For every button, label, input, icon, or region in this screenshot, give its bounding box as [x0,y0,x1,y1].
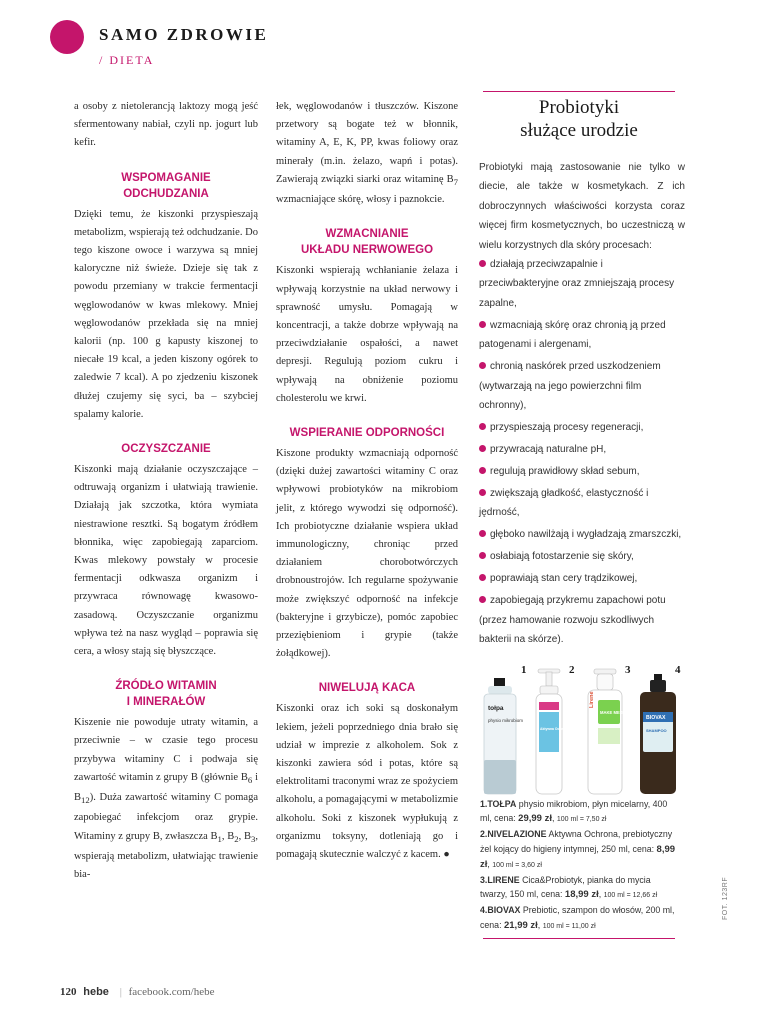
list-item-text: przyspieszają procesy regeneracji, [490,422,644,434]
list-item [479,462,685,481]
product-3-name-text: MAKE ME SOFT [600,710,633,715]
product-caption: 2.NIVELAZIONE Aktywna Ochrona, prebiotyczny żel kojący do higieny intymnej, 250 ml, cena: 8,99 zł, 100 ml = 3,60 zł [480,829,676,870]
caption-desc: Prebiotic, szampon do włosów, 200 ml, cena: [480,905,675,930]
text-run: , B [238,830,251,842]
bullet-icon [479,445,486,452]
heading-immunity: WSPIERANIE ODPORNOŚCI [289,426,445,439]
list-item [479,547,685,566]
list-item-text: działają przeciwzapalnie i przeciwbakteryjne oraz zmniejszają procesy zapalne, [479,259,675,309]
caption-price: 8,99 zł [480,843,676,870]
product-1-brand-text: tołpa [488,705,504,712]
list-item [479,591,685,649]
caption-brand: LIRENE [487,875,520,886]
heading-line: WZMACNIANIE [325,228,409,241]
list-item-text: głęboko nawilżają i wygładzają zmarszczki, [490,529,682,541]
list-item-text: przywracają naturalne pH, [490,444,607,456]
product-caption: 3.LIRENE Cica&Probiotyk, pianka do mycia twarzy, 150 ml, cena: 18,99 zł, 100 ml = 12,66 zł [480,875,658,901]
product-caption: 4.BIOVAX Prebiotic, szampon do włosów, 200 ml, cena: 21,99 zł, 100 ml = 11,00 zł [480,905,675,931]
product-1-name-text: physio mikrobiom [488,718,524,723]
benefits-list [479,255,685,650]
list-item [479,569,685,588]
list-item [479,418,685,437]
sidebar-title-line: służące urodzie [520,120,638,141]
caption-unit-price: 100 ml = 7,50 zł [556,816,607,824]
product-4-brand-text: BIOVAX [646,715,666,721]
caption-brand: NIVELAZIONE [487,829,547,840]
product-photos [480,660,680,795]
magazine-logo: hebe [83,986,109,998]
heading-vitamins [74,678,258,710]
caption-brand: TOŁPA [487,799,517,809]
product-caption: 1.TOŁPA physio mikrobiom, płyn micelarny, 400 ml, cena: 29,99 zł, 100 ml = 7,50 zł [480,799,668,825]
product-2-bottle [536,669,569,794]
heading-line: ODCHUDZANIA [123,187,209,200]
product-4-name-text: SHAMPOO [646,728,667,733]
product-3-brand-text: Lirene [589,691,595,708]
section-title: SAMO ZDROWIE [99,25,269,44]
list-item [479,357,685,415]
heading-nervous-system [276,226,458,258]
caption-price: 21,99 zł [503,919,538,931]
list-item-text: regulują prawidłowy skład sebum, [490,466,640,478]
text-run: , wspierają metabolizm, ułatwiając trawienie bia- [74,830,258,881]
bullet-icon [479,530,486,537]
sidebar-bottom-rule [483,938,675,939]
text-run: wzmacniające skórę, włosy i paznokcie. [276,194,445,206]
bullet-icon [479,362,486,369]
paragraph-hangover [276,700,458,864]
product-1-bottle [484,678,523,794]
product-4-bottle [640,674,676,794]
caption-unit-price: 100 ml = 3,60 zł [492,861,542,869]
paragraph-nervous-system: Kiszonki wspierają wchłanianie żelaza i wpływają korzystnie na układ nerwowy i sprawność umysłu. Pomagają w koncentracji, a także dobrze wpływają na przeciwdziałanie ospałości, a nawet depresji. Regulują poziom cukru i wpływają na obniżenie poziomu cholesterolu we krwi. [276,265,458,404]
sidebar-title [483,96,675,142]
list-item-text: osłabiają fotostarzenie się skóry, [490,551,634,563]
bullet-icon [479,423,486,430]
heading-line: UKŁADU NERWOWEGO [300,244,434,257]
subscript: 7 [453,176,458,187]
heading-weight-loss [74,170,258,202]
subscript: 6 [247,774,253,785]
product-number: 1 [521,664,527,676]
list-item [479,255,685,313]
paragraph-cleansing: Kiszonki mają działanie oczyszczające – odtruwają organizm i ułatwiają trawienie. Działają jak szczotka, która wymiata niestrawione resztki. Są bogatym źródłem błonnika, więc zapobiegają zaparciom. Kwas mlekowy powstały w procesie fermentacji odkwasza organizm i przywraca równowagę kwasowo-zasadową. Oczyszczanie organizmu wpływa też na nasz wygląd – poprawia się cera, a włosy stają się błyszczące. [74,464,258,658]
photo-credit: FOT. 123RF [722,876,729,920]
subscript: 12 [81,795,90,806]
product-number: 2 [569,664,575,676]
paragraph-immunity: Kiszone produkty wzmacniają odporność (dzięki dużej zawartości witaminy C oraz wpływowi probiotyków na mikrobiom jelit, z którego wywodzi się odporność). Ich probiotyczne działanie wspiera układ immunologiczny, chroniąc przed działaniem chorobotwórczych drobnoustrojów. Ich regularne spożywanie może zwiększyć odporność na infekcje (bakteryjne i grzybicze), pomóc zapobiec przeziębieniom i grypie (także żołądkowej). [276,447,458,660]
product-3-bottle [588,669,633,794]
section-subtitle: / DIETA [99,53,155,67]
product-captions [480,797,680,934]
subscript: 2 [234,833,239,844]
bullet-icon [479,552,486,559]
list-item-text: wzmacniają skórę oraz chronią ją przed patogenami i alergenami, [479,319,666,351]
caption-number: 3. [480,875,488,886]
page-number: 120 [60,986,77,998]
bullet-icon [479,596,486,603]
bullet-icon [479,260,486,267]
sidebar-body [479,158,685,652]
sidebar-title-line: Probiotyki [538,97,620,118]
list-item-text: poprawiają stan cery trądzikowej, [490,573,638,585]
article-column-2 [276,98,458,864]
heading-line: I MINERAŁÓW [126,696,206,709]
product-2-name-text: Aktywna Ochrona [540,727,569,731]
list-item [479,316,685,355]
list-item [479,484,685,523]
text-run: Kiszenie nie powoduje utraty witamin, a przeciwnie – w czasie tego procesu przybywa witaminy C i podwaja się zawartość witamin z grupy B (głównie B [74,717,258,783]
caption-number: 2. [480,829,488,840]
bullet-icon [479,489,486,496]
text-run: , B [221,830,235,842]
caption-price: 18,99 zł [564,889,599,901]
heading-line: ŹRÓDŁO WITAMIN [115,680,217,693]
subscript: 1 [217,833,222,844]
text-run: i B [74,771,258,804]
paragraph-intro: a osoby z nietolerancją laktozy mogą jeść sfermentowany nabiał, czyli np. jogurt lub kefir. [74,101,258,149]
heading-line: WSPOMAGANIE [121,171,211,184]
caption-number: 1. [480,799,488,809]
caption-brand: BIOVAX [487,905,521,916]
text-run: ). Duża zawartość witaminy C pomaga zapobiegać infekcjom oraz grypie. Witaminy z grupy B, zwłaszcza B [74,792,258,842]
caption-desc: physio mikrobiom, płyn micelarny, 400 ml, cena: [480,799,668,824]
paragraph-vitamins [74,714,258,884]
section-marker-dot [50,20,84,54]
caption-desc: Cica&Probiotyk, pianka do mycia twarzy, 150 ml, cena: [480,875,651,900]
text-run: łek, węglowodanów i tłuszczów. Kiszone przetwory są bogate też w błonnik, witaminy A, E, K, PP, kwas foliowy oraz minerały (m.in. żelazo, wapń i potas). Zawierają związki siarki oraz witaminę B [276,101,458,185]
end-mark: ● [443,849,450,860]
product-number: 4 [675,664,681,676]
caption-unit-price: 100 ml = 12,66 zł [603,892,658,900]
subscript: 3 [250,833,256,844]
bullet-icon [479,574,486,581]
list-item-text: zapobiegają przykremu zapachowi potu (przez hamowanie rozwoju szkodliwych bakterii na skórze). [479,595,666,646]
product-number: 3 [625,664,631,676]
list-item-text: chronią naskórek przed uszkodzeniem (wytwarzają na jego powierzchni film ochronny), [479,361,661,412]
sidebar-top-rule [483,91,675,92]
list-item [479,525,685,544]
caption-unit-price: 100 ml = 11,00 zł [542,922,596,930]
sidebar-intro: Probiotyki mają zastosowanie nie tylko w diecie, ale także w kosmetykach. Z ich dobroczynnych właściwości korzysta coraz więcej firm kosmetycznych, bo uczestniczą w wielu korzystnych dla skóry procesach: [479,162,685,251]
article-column-1 [74,98,258,884]
caption-price: 29,99 zł [518,813,552,825]
heading-cleansing: OCZYSZCZANIE [121,443,211,456]
footer-url: facebook.com/hebe [128,986,215,998]
paragraph-continuation [276,98,458,209]
list-item-text: zwiększają gładkość, elastyczność i jędrność, [479,488,649,519]
list-item [479,440,685,459]
page-footer [60,986,214,998]
bullet-icon [479,321,486,328]
caption-number: 4. [480,905,488,916]
caption-desc: Aktywna Ochrona, prebiotyczny żel kojący do higieny intymnej, 250 ml, cena: [480,829,673,854]
footer-separator: | [119,986,122,998]
bullet-icon [479,467,486,474]
text-run: Kiszonki oraz ich soki są doskonałym lekiem, jeżeli poprzedniego dnia brało się udział w imprezie z alkoholem. Sok z kiszonki zawiera sód i potas, które są elektrolitami traconymi wraz ze spożyciem alkoholu, a pomagającymi w metabolizmie alkoholu. Soki z kiszonek wypłukują z organizmu toksyny, dotleniają go i pomagają skutecznie walczyć z kacem. [276,703,458,860]
heading-hangover: NIWELUJĄ KACA [318,682,416,695]
paragraph-weight-loss: Dzięki temu, że kiszonki przyspieszają metabolizm, wspierają też odchudzanie. Do tego kiszone owoce i warzywa są mniej kaloryczne niż świeże. Dzieje się tak z powodu przemiany w trakcie fermentacji węglowodanów w kwas mlekowy. Mniej węglowodanów przekłada się na mniej kalorii (np. 100 g kapusty kiszonej to niecałe 19 kcal, a jeden kiszony ogórek to zaledwie 7 kcal). A po zjedzeniu kiszonek dłużej czujemy się syci, ba – szybciej spalamy kalorie. [74,208,258,420]
